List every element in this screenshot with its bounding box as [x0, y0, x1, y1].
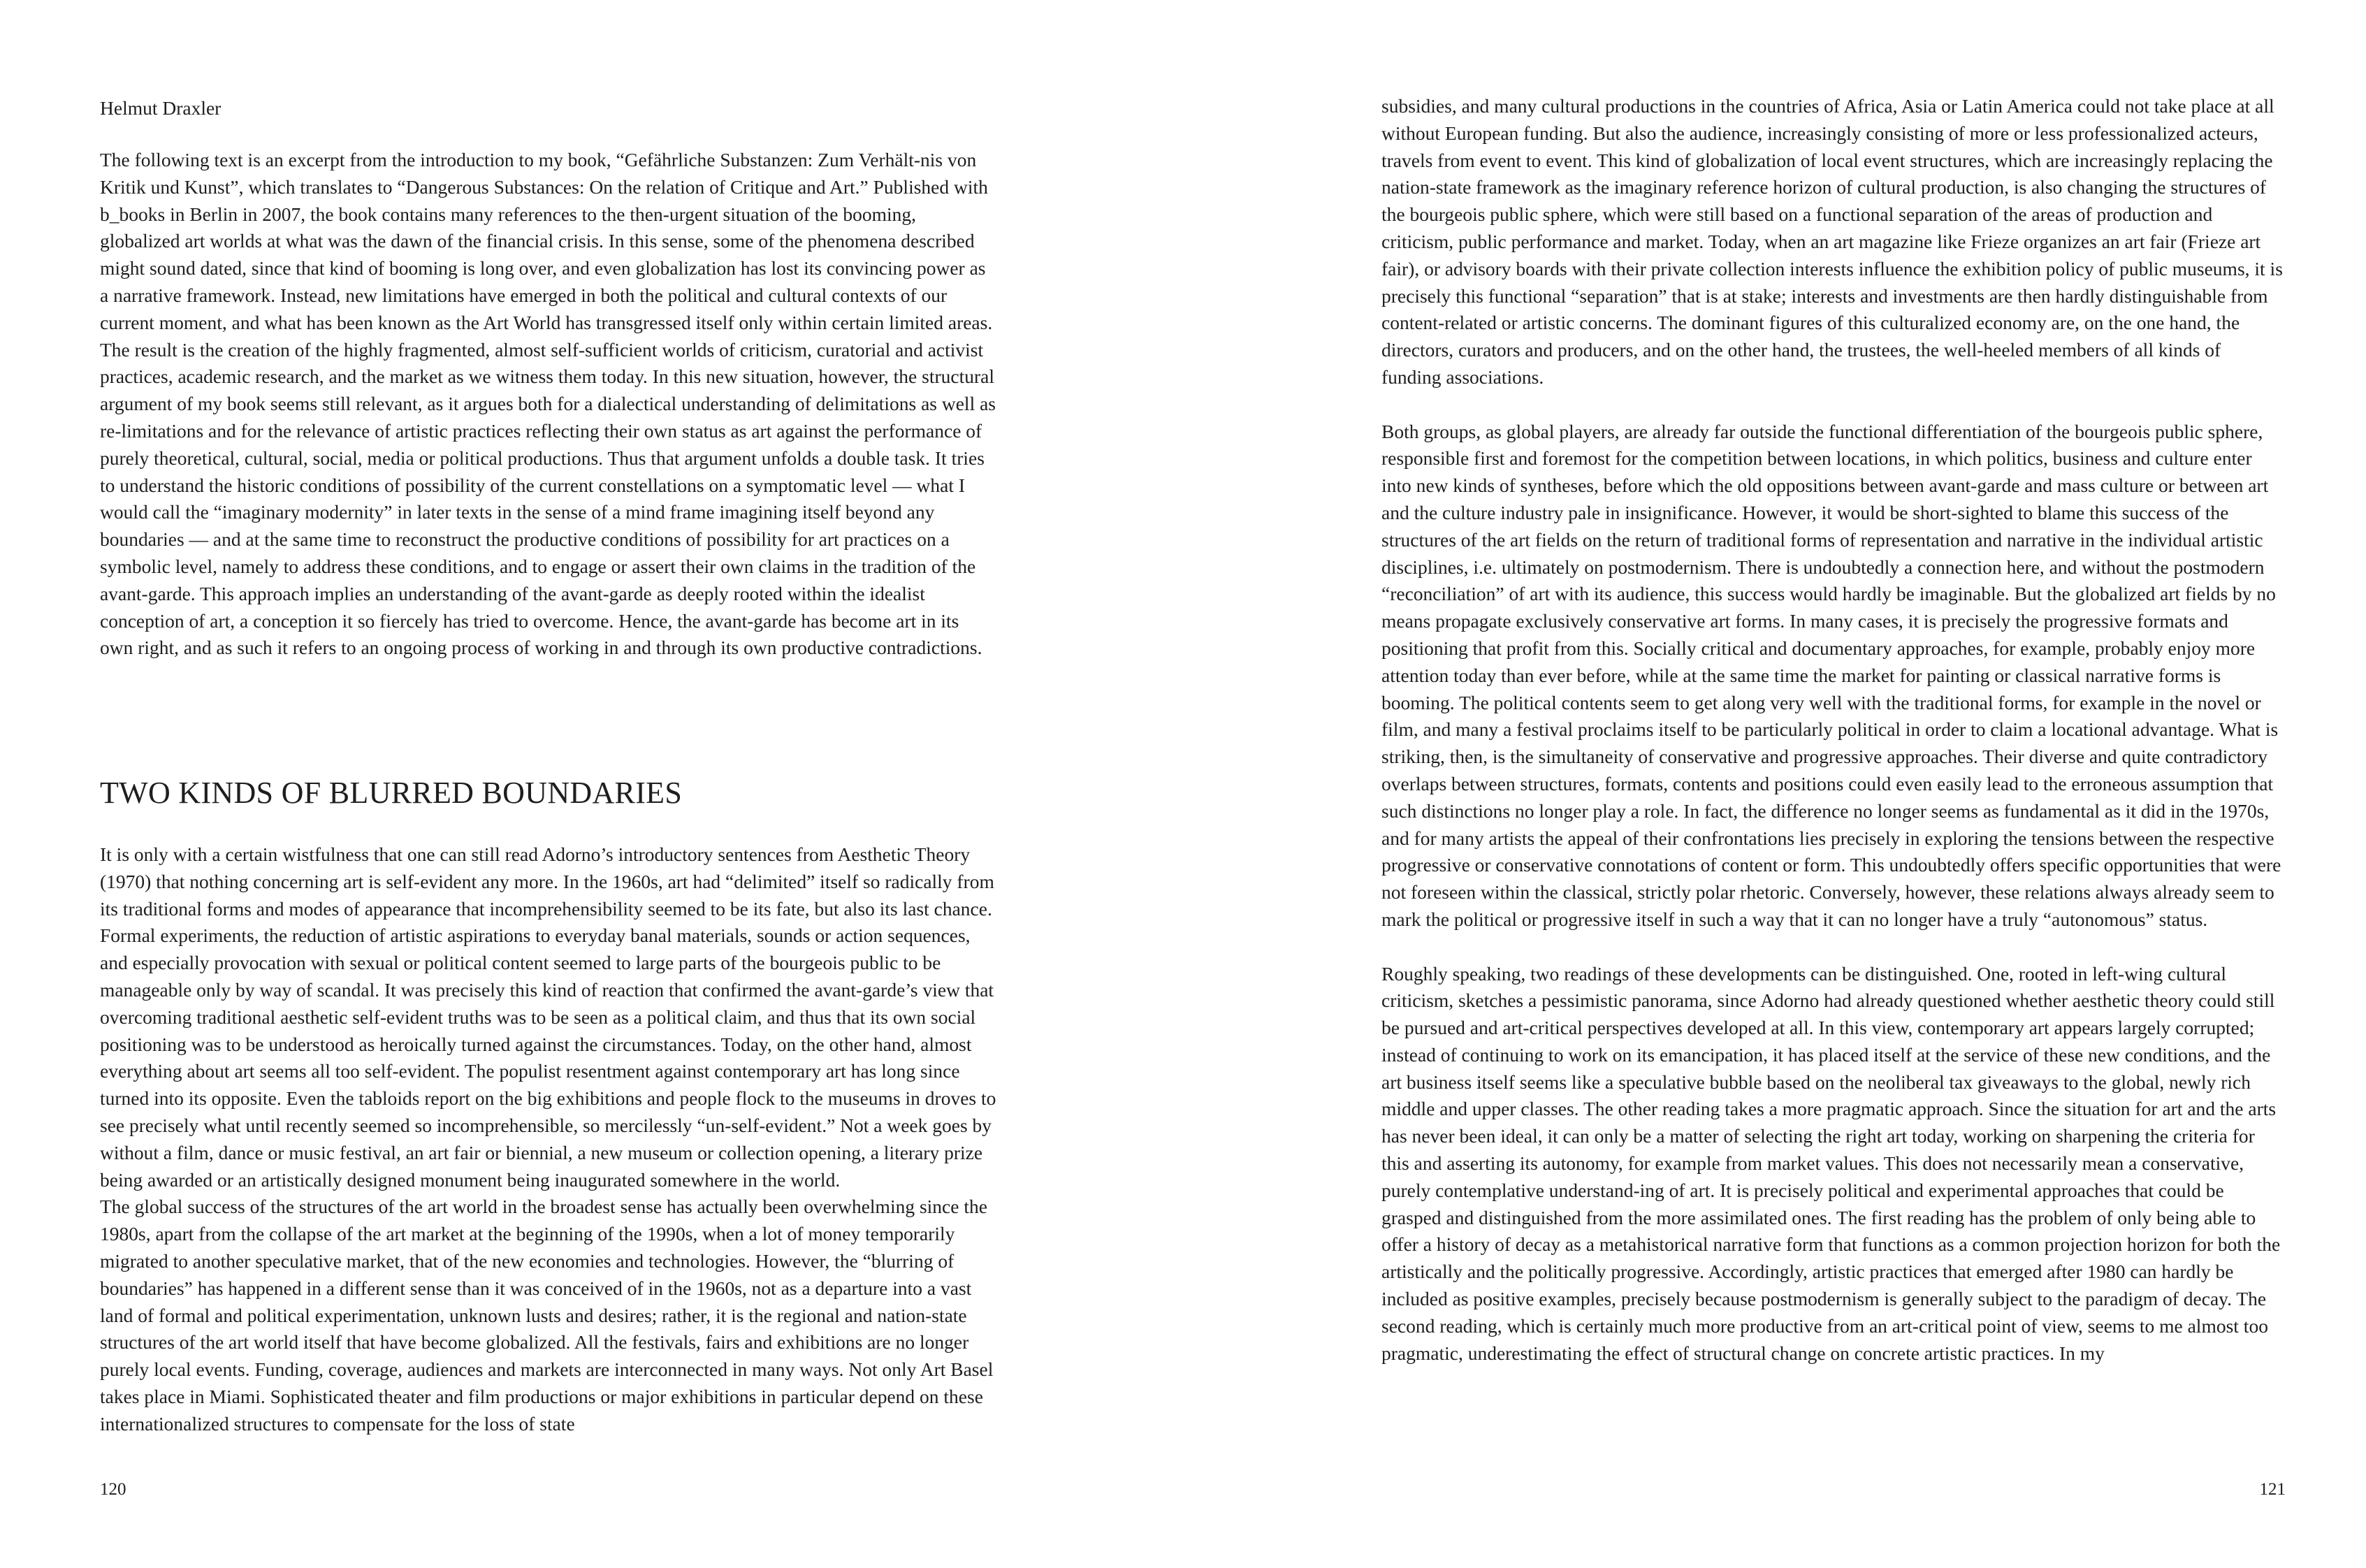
body-paragraph: Both groups, as global players, are already far outside the functional differentiation of the bourgeois public sphere, responsible first and foremost for the competition between locations, in which politics, business and culture enter into new kinds of syntheses, before which the old oppositions between avant-garde and mass culture or between art and the culture industry pale in insignificance. However, it would be short-sighted to blame this success of the structures of the art fields on the return of traditional forms of representation and narrative in the individual artistic disciplines, i.e. ultimately on postmodernism. There is undoubtedly a connection here, and without the postmodern “reconciliation” of art with its audience, this success would hardly be imaginable. But the globalized art fields by no means propagate exclusively conservative art forms. In many cases, it is precisely the progressive formats and positioning that profit from this. Socially critical and documentary approaches, for example, probably enjoy more attention today than ever before, while at the same time the market for painting or classical narrative forms is booming. The political contents seem to get along very well with the traditional forms, for example in the novel or film, and many a festival proclaims itself to be particularly political in order to claim a locational advantage. What is striking, then, is the simultaneity of conservative and progressive approaches. Their diverse and quite contradictory overlaps between structures, formats, contents and positions could even easily lead to the erroneous assumption that such distinctions no longer play a role. In fact, the difference no longer seems as fundamental as it did in the 1970s, and for many artists the appeal of their confrontations lies precisely in exploring the tensions between the respective progressive or conservative connotations of content or form. This undoubtedly offers specific opportunities that were not foreseen within the classical, strictly polar rhetoric. Conversely, however, these relations always already seem to mark the political or progressive itself in such a way that it can no longer have a truly “autonomous” status.: [1381, 420, 2281, 930]
right-page: [1183, 0, 2366, 1568]
left-body-text: [100, 841, 997, 1438]
intro-paragraph: The following text is an excerpt from the introduction to my book, “Gefährliche Substanzen: Zum Verhält-nis von Kritik und Kunst”, which translates to “Dangerous Substances: On the relation of Critique and Art.” Published with b_books in Berlin in 2007, the book contains many references to the then-urgent situation of the booming, globalized art worlds at what was the dawn of the financial crisis. In this sense, some of the phenomena described might sound dated, since that kind of booming is long over, and even globalization has lost its convincing power as a narrative framework. Instead, new limitations have emerged in both the political and cultural contexts of our current moment, and what has been known as the Art World has transgressed itself only within certain limited areas. The result is the creation of the highly fragmented, almost self-sufficient worlds of criticism, curatorial and activist practices, academic research, and the market as we witness them today. In this new situation, however, the structural argument of my book seems still relevant, as it argues both for a dialectical understanding of delimitations as well as re-limitations and for the relevance of artistic practices reflecting their own status as art against the performance of purely theoretical, cultural, social, media or political productions. Thus that argument unfolds a double task. It tries to understand the historic conditions of possibility of the current constellations on a symptomatic level — what I would call the “imaginary modernity” in later texts in the sense of a mind frame imagining itself beyond any boundaries — and at the same time to reconstruct the productive conditions of possibility for art practices on a symbolic level, namely to address these conditions, and to engage or assert their own claims in the tradition of the avant-garde. This approach implies an understanding of the avant-garde as deeply rooted within the idealist conception of art, a conception it so fiercely has tried to overcome. Hence, the avant-garde has become art in its own right, and as such it refers to an ongoing process of working in and through its own productive contradictions.: [100, 149, 996, 659]
body-paragraph: It is only with a certain wistfulness that one can still read Adorno’s introductory sentences from Aesthetic Theory (1970) that nothing concerning art is self-evident any more. In the 1960s, art had “delimited” itself so radically from its traditional forms and modes of appearance that incomprehensibility seemed to be its fate, but also its last chance. Formal experiments, the reduction of artistic aspirations to everyday banal materials, sounds or action sequences, and especially provocation with sexual or political content seemed to large parts of the bourgeois public to be manageable only by way of scandal. It was precisely this kind of reaction that confirmed the avant-garde’s view that overcoming traditional aesthetic self-evident truths was to be seen as a political claim, and thus that its own social positioning was to be understood as heroically turned against the circumstances. Today, on the other hand, almost everything about art seems all too self-evident. The populist resentment against contemporary art has long since turned into its opposite. Even the tabloids report on the big exhibitions and people flock to the museums in droves to see precisely what until recently seemed so incomprehensible, so mercilessly “un-self-evident.” Not a week goes by without a film, dance or music festival, an art fair or biennial, a new museum or collection opening, a literary prize being awarded or an artistically designed monument being inaugurated somewhere in the world.: [100, 843, 996, 1191]
page-number-left: 120: [100, 1480, 126, 1499]
body-paragraph: The global success of the structures of the art world in the broadest sense has actually been overwhelming since the 1980s, apart from the collapse of the art market at the beginning of the 1990s, when a lot of money temporarily migrated to another speculative market, that of the new economies and technologies. However, the “blurring of boundaries” has happened in a different sense than it was conceived of in the 1960s, not as a departure into a vast land of formal and political experimentation, unknown lusts and desires; rather, it is the regional and nation-state structures of the art world itself that have become globalized. All the festivals, fairs and exhibitions are no longer purely local events. Funding, coverage, audiences and markets are interconnected in many ways. Not only Art Basel takes place in Miami. Sophisticated theater and film productions or major exhibitions in particular depend on these internationalized structures to compensate for the loss of state: [100, 1196, 994, 1435]
author-name: Helmut Draxler: [100, 97, 222, 119]
section-heading: TWO KINDS OF BLURRED BOUNDARIES: [100, 776, 683, 810]
body-paragraph: subsidies, and many cultural productions in the countries of Africa, Asia or Latin America could not take place at all without European funding. But also the audience, increasingly consisting of more or less professionalized acteurs, travels from event to event. This kind of globalization of local event structures, which are increasingly replacing the nation-state framework as the imaginary reference horizon of cultural production, is also changing the structures of the bourgeois public sphere, which were still based on a functional separation of the areas of production and criticism, public performance and market. Today, when an art magazine like Frieze organizes an art fair (Frieze art fair), or advisory boards with their private collection interests influence the exhibition policy of public museums, it is precisely this functional “separation” that is at stake; interests and investments are then hardly distinguishable from content-related or artistic concerns. The dominant figures of this culturalized economy are, on the one hand, the directors, curators and producers, and on the other hand, the trustees, the well-heeled members of all kinds of funding associations.: [1381, 95, 2283, 388]
page-number-right: 121: [2259, 1480, 2286, 1499]
intro-block: [100, 147, 996, 662]
right-body-text: [1381, 93, 2283, 1367]
body-paragraph: Roughly speaking, two readings of these developments can be distinguished. One, rooted in left-wing cultural criticism, sketches a pessimistic panorama, since Adorno had already questioned whether aesthetic theory could still be pursued and art-critical perspectives developed at all. In this view, contemporary art appears largely corrupted; instead of continuing to work on its emancipation, it has placed itself at the service of these new conditions, and the art business itself seems like a speculative bubble based on the neoliberal tax giveaways to the global, newly rich middle and upper classes. The other reading takes a more pragmatic approach. Since the situation for art and the arts has never been ideal, it can only be a matter of selecting the right art today, working on sharpening the criteria for this and asserting its autonomy, for example from market values. This does not necessarily mean a conservative, purely contemplative understand-ing of art. It is precisely political and experimental approaches that could be grasped and distinguished from the more assimilated ones. The first reading has the problem of only being able to offer a history of decay as a metahistorical narrative form that functions as a common projection horizon for both the artistically and the politically progressive. Accordingly, artistic practices that emerged after 1980 can hardly be included as positive examples, precisely because postmodernism is generally subject to the paradigm of decay. The second reading, which is certainly much more productive from an art-critical point of view, seems to me almost too pragmatic, underestimating the effect of structural change on concrete artistic practices. In my: [1381, 962, 2281, 1364]
